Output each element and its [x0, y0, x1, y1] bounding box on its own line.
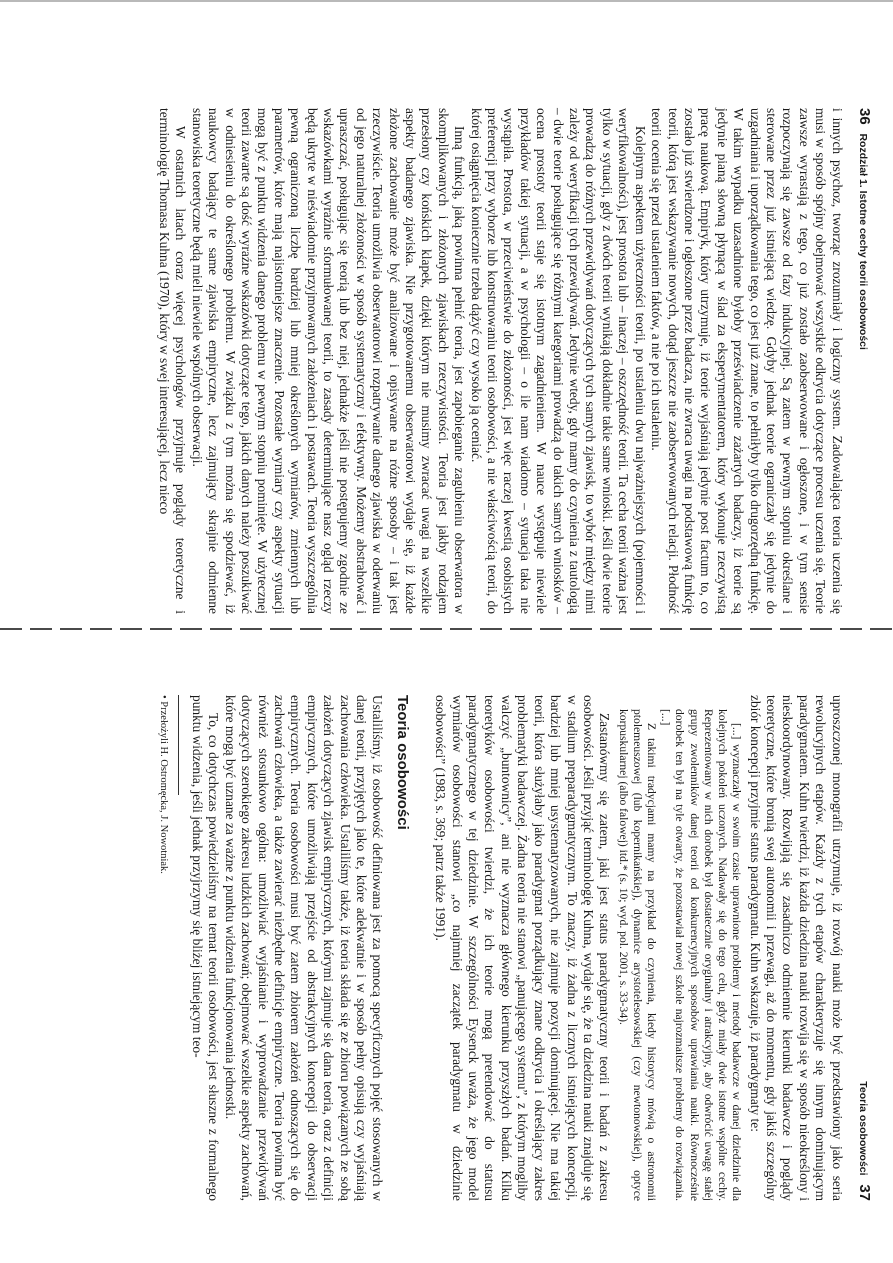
scan-edge [0, 0, 893, 2]
running-head-title-36: Rozdział 1. Istotne cechy teorii osobowości [857, 133, 869, 350]
page-fold [0, 628, 893, 630]
footnote: • Przełożyli H. Ostromęcka, J. Nowotniak. [157, 695, 169, 874]
paragraph: To, co dotychczas powiedzieliśmy na temat teorii osobowości, jest słuszne z formalnego punktu widzenia, jeśli jednak przyjrzymy się bliżej istniejącym teo- [189, 695, 222, 1201]
footnote-rule [178, 695, 179, 795]
quote-paragraph: [...] wyznaczały w swoim czasie uprawnione problemy i metody badawcze w danej dziedzinie dla kolejnych pokoleń uczonych. Nadawały się do tego celu, gdyż miały dwie istotne wspólne cechy. Reprezentowany w nich dorobek był dostatecznie oryginalny i atrakcyjny, aby odwrócić uwagę stałej grupy zwolenników danej teorii od konkurencyjnych sposobów uprawiania nauki. Równocześnie dorobek ten był na tyle otwarty, że pozostawiał nowej szkole najrozmaitsze problemy do rozwiązania. [...] [659, 709, 744, 1201]
quote-paragraph: Z takimi tradycjami mamy na przykład do czynienia, kiedy historycy mówią o astronomii ptolemeuszowej (lub kopernikańskiej), dynamice arystotelesowskiej (czy newtonowskiej), optyce korpuskularnej (albo falowej) itd.* (s. 10; wyd. pol. 2001, s. 33-34). [616, 709, 658, 1201]
section-heading: Teoria osobowości [393, 695, 411, 830]
paragraph: uproszczonej monografii utrzymuje, iż rozwój nauki może być przedstawiony jako seria rewolucyjnych etapów. Każdy z tych etapów charakteryzuje się innym dominującym paradygmatem. Kuhn twierdzi, iż każda dziedzina nauki rozwija się w sposób nieokreślony i nieskoordynowany. Rozwijają się zasadniczo odmiennie kierunki badawcze i poglądy teoretyczne, które bronią swej autonomii i przewagi, aż do momentu, gdy jakiś szczególny zbiór koncepcji przyjmie status paradygmatu. Kuhn wskazuje, iż paradygmaty te: [747, 695, 845, 1201]
paragraph: Zastanówmy się zatem, jaki jest status paradygmatyczny teorii i badań z zakresu osobowości. Jeśli przyjąć terminologię Kuhna, wydaje się, że ta dziedzina nauki znajduje się w stadium preparadygmatycznym. To znaczy, iż żadna z licznych istniejących koncepcji, bardziej lub mniej usystematyzowanych, nie zajmuje pozycji dominującej. Nie ma takiej teorii, która służyłaby jako paradygmat porządkujący znane odkrycia i określający zakres problematyki badawczej. Żadna teoria nie stanowi „panującego systemu”, z którym mogliby walczyć „buntownicy”, ani nie wyznacza głównego kierunku przyszłych badań. Kilku teoretyków osobowości twierdzi, że ich teorie mogą pretendować do statusu paradygmatycznego w tej dziedzinie. W szczególności Eysenck uważa, że jego model wymiarów osobowości stanowi „co najmniej zaczątek paradygmatu w dziedzinie osobowości” (1983, s. 369; patrz także 1991). [433, 695, 613, 1201]
paragraph: Kolejnym aspektem użyteczności teorii, po ustaleniu dwu najważniejszych (pojemności i weryfikowalności), jest prostota lub – inaczej – oszczędność teorii. Ta cecha teorii ważna jest tylko w sytuacji, gdy z dwóch teorii wynikają dokładnie takie same wnioski. Jeśli dwie teorie prowadzą do różnych przewidywań dotyczących tych samych zjawisk, to wybór między nimi zależy od weryfikacji tych przewidywań. Jedynie wtedy, gdy mamy do czynienia z tautologią – dwie teorie posługujące się różnymi kategoriami prowadzą do takich samych wniosków – ocena prostoty teorii staje się istotnym zagadnieniem. W nauce występuje niewiele przykładów takiej sytuacji, a w psychologii – o ile nam wiadomo – sytuacja taka nie wystąpiła. Prostota, w przeciwieństwie do złożoności, jest więc raczej kwestią osobistych preferencji przy wyborze lub konstruowaniu teorii osobowości, a nie właściwością teorii, do której osiągnięcia koniecznie trzeba dążyć czy wysoko ją oceniać. [468, 108, 648, 614]
running-head-36 [855, 108, 872, 614]
running-head-37 [855, 695, 872, 1201]
running-head-title-37: Teoria osobowości [857, 1081, 869, 1176]
page-36 [92, 108, 872, 614]
paragraph: Ustaliliśmy, iż osobowość definiowana jest za pomocą specyficznych pojęć stosowanych w danej teorii, przyjętych jako te, które adekwatnie i w sposób pełny opisują czy wyjaśniają zachowania człowieka. Ustaliliśmy także, iż teoria składa się ze zbioru powiązanych ze sobą założeń dotyczących zjawisk empirycznych, którymi zajmuje się dana teoria, oraz z definicji empirycznych, które umożliwiają przejście od abstrakcyjnych koncepcji do obserwacji empirycznych. Teoria osobowości musi być zatem zbiorem założeń odnoszących się do zachowań człowieka, a także zawierać niezbędne definicje empiryczne. Teoria powinna być również stosunkowo ogólna: umożliwiać wyjaśnianie i wyprowadzanie przewidywań dotyczących szerokiego zakresu ludzkich zachowań; obejmować wszelkie aspekty zachowań, które mogą być uznane za ważne z punktu widzenia funkcjonowania jednostki. [222, 695, 386, 1201]
page-number-36: 36 [856, 108, 873, 125]
paragraph: W ostatnich latach coraz więcej psychologów przyjmuje poglądy teoretyczne i terminologię Thomasa Kuhna (1970), który w swej interesującej, lecz nieco [156, 108, 189, 614]
paragraph: Inną funkcją, jaką powinna pełnić teoria, jest zapobieganie zagubieniu obserwatora w skomplikowanych i złożonych zjawiskach rzeczywistości. Teoria jest jakby rodzajem przesłony czy końskich klapek, dzięki którym nie musimy zwracać uwagi na wszelkie aspekty badanego zjawiska. Nie przygotowanemu obserwatorowi wydaje się, iż każde złożone zachowanie może być analizowane i opisywane na różne sposoby – i tak jest rzeczywiście. Teoria umożliwia obserwatorowi rozpatrywanie danego zjawiska w oderwaniu od jego naturalnej złożoności w sposób systematyczny i efektywny. Możemy abstrahować i upraszczać, posługując się teorią lub bez niej, jednakże jeśli nie postępujemy zgodnie ze wskazówkami wyraźnie sformułowanej teorii, to zasady determinujące nasz ogląd rzeczy będą ukryte w nieświadomie przyjmowanych założeniach i postawach. Teoria wyszczególnia pewną ograniczoną liczbę bardziej lub mniej określonych wymiarów, zmiennych lub parametrów, które mają najistotniejsze znaczenie. Pozostałe wymiary czy aspekty sytuacji mogą być z punktu widzenia danego problemu w pewnym stopniu pominięte. W użytecznej teorii zawarte są dość wyraźne wskazówki dotyczące tego, jakich danych należy poszukiwać w odniesieniu do określonego problemu. W związku z tym można się spodziewać, iż naukowcy badający te same zjawiska empiryczne, lecz zajmujący skrajnie odmienne stanowiska teoretyczne będą mieli niewiele wspólnych obserwacji. [189, 108, 468, 614]
page-number-37: 37 [856, 1184, 873, 1201]
block-quote [615, 709, 743, 1201]
page-37 [92, 695, 872, 1201]
paragraph: i innych psychoz, tworząc zrozumiały i logiczny system. Zadowalająca teoria uczenia się musi w sposób spójny obejmować wszystkie odkrycia dotyczące procesu uczenia się. Teorie zawsze wyrastają z tego, co już zostało zaobserwowane i ogłoszone, i w tym sensie rozpoczynają się zawsze od fazy indukcyjnej. Są zatem w pewnym stopniu określane i sterowane przez już istniejącą wiedzę. Gdyby jednak teorie ograniczały się jedynie do uzgadniania i uporządkowania tego, co jest już znane, to pełniłyby tylko drugorzędną funkcję. W takim wypadku uzasadnione byłoby przeświadczenie zażartych badaczy, iż teorie są jedynie pianą słowną płynącą w ślad za eksperymentatorem, który wykonuje rzeczywistą pracę naukową. Empiryk, który utrzymuje, iż teorie wyjaśniają jedynie post factum to, co zostało już stwierdzone i ogłoszone przez badacza, nie zwraca uwagi na podstawową funkcję teorii, którą jest wskazywanie nowych, dotąd jeszcze nie zaobserwowanych relacji. Płodność teorii ocenia się przed ustaleniem faktów, a nie po ich ustaleniu. [649, 108, 845, 614]
